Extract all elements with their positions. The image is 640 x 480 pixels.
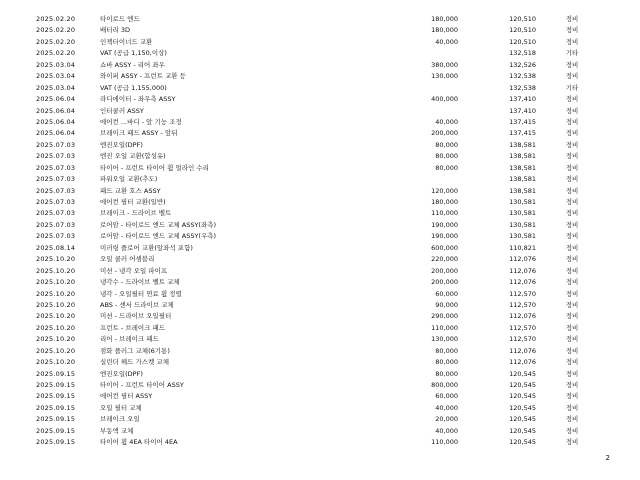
row-date: 2025.09.15 <box>36 403 76 412</box>
row-description: 라디에이터 - 좌우측 ASSY <box>100 95 176 104</box>
row-date: 2025.02.20 <box>36 49 76 58</box>
row-description: 패드 교환 호스 ASSY <box>100 186 161 195</box>
row-code: 138,581 <box>509 163 536 172</box>
row-date: 2025.03.04 <box>36 72 76 81</box>
row-amount: 40,000 <box>435 403 458 412</box>
row-code: 132,526 <box>509 60 536 69</box>
row-type: 정비 <box>565 117 579 126</box>
row-amount: 800,000 <box>431 381 458 389</box>
table-row <box>0 71 640 82</box>
row-description: VAT (공급 1,155,000) <box>100 83 167 92</box>
table-row <box>0 117 640 128</box>
row-description: 미션 - 냉각 오일 파이프 <box>100 266 168 275</box>
row-type: 정비 <box>565 95 579 104</box>
row-type: 정비 <box>565 346 579 355</box>
table-row <box>0 37 640 48</box>
row-description: 쇼바 ASSY - 리어 좌우 <box>100 60 165 69</box>
row-code: 120,545 <box>509 369 536 378</box>
row-code: 120,510 <box>509 37 536 46</box>
row-description: ABS - 센서 드라이브 교체 <box>100 300 174 309</box>
table-row <box>0 128 640 139</box>
row-type: 정비 <box>565 369 579 378</box>
row-date: 2025.06.04 <box>36 129 76 138</box>
row-code: 132,538 <box>509 83 536 92</box>
row-type: 정비 <box>565 140 579 149</box>
row-amount: 380,000 <box>431 60 458 69</box>
row-code: 120,545 <box>509 381 536 389</box>
row-code: 138,581 <box>509 152 536 161</box>
row-type: 정비 <box>565 106 579 115</box>
table-row <box>0 346 640 357</box>
row-amount: 60,000 <box>435 392 458 401</box>
row-description: 미러링 플로어 교환(앞좌석 포함) <box>100 243 193 252</box>
table-row <box>0 163 640 174</box>
table-row <box>0 48 640 59</box>
row-date: 2025.10.20 <box>36 289 76 298</box>
row-type: 정비 <box>565 312 579 321</box>
row-description: 로어암 - 타이로드 엔드 교체 ASSY(좌측) <box>100 220 217 229</box>
row-type: 정비 <box>565 37 579 46</box>
row-amount: 80,000 <box>435 346 458 355</box>
row-description: 리어 - 브레이크 패드 <box>100 335 159 344</box>
row-code: 112,076 <box>509 266 536 275</box>
row-description: 브레이크 패드 ASSY - 앞뒤 <box>100 129 178 138</box>
row-code: 120,510 <box>509 15 536 23</box>
row-description: 냉각 - 오일필터 연료 휠 정렬 <box>100 289 182 298</box>
row-date: 2025.09.15 <box>36 415 76 424</box>
row-type: 정비 <box>565 266 579 275</box>
row-description: 엔진 오일 교환(합성유) <box>100 152 166 161</box>
table-row <box>0 403 640 414</box>
row-type: 정비 <box>565 381 579 389</box>
row-type: 정비 <box>565 300 579 309</box>
row-type: 정비 <box>565 426 579 435</box>
row-date: 2025.10.20 <box>36 300 76 309</box>
row-type: 기타 <box>565 49 579 58</box>
table-row <box>0 266 640 277</box>
row-date: 2025.07.03 <box>36 198 76 206</box>
row-code: 112,076 <box>509 312 536 321</box>
row-type: 정비 <box>565 358 579 367</box>
row-code: 130,581 <box>509 209 536 218</box>
row-date: 2025.07.03 <box>36 163 76 172</box>
row-description: 점화 플러그 교체(6기통) <box>100 346 170 355</box>
row-type: 정비 <box>565 415 579 424</box>
row-description: 에어컨 필터 ASSY <box>100 392 153 401</box>
row-type: 정비 <box>565 26 579 35</box>
row-amount: 200,000 <box>431 278 458 287</box>
row-amount: 180,000 <box>431 15 458 23</box>
row-date: 2025.10.20 <box>36 358 76 367</box>
table-row <box>0 289 640 300</box>
row-date: 2025.02.20 <box>36 37 76 46</box>
row-date: 2025.07.03 <box>36 232 76 241</box>
row-type: 정비 <box>565 392 579 401</box>
row-date: 2025.09.15 <box>36 381 76 389</box>
row-amount: 130,000 <box>431 72 458 81</box>
table-row <box>0 197 640 208</box>
table-row <box>0 391 640 402</box>
row-code: 112,570 <box>509 289 536 298</box>
row-date: 2025.09.15 <box>36 438 76 447</box>
table-row <box>0 94 640 105</box>
table-row <box>0 300 640 311</box>
page-number: 2 <box>605 454 610 462</box>
row-code: 137,415 <box>509 129 536 138</box>
row-code: 112,076 <box>509 255 536 264</box>
row-type: 정비 <box>565 152 579 161</box>
row-description: 냉각수 - 드라이브 벨트 교체 <box>100 278 180 287</box>
row-date: 2025.10.20 <box>36 266 76 275</box>
row-amount: 80,000 <box>435 358 458 367</box>
row-code: 137,415 <box>509 117 536 126</box>
row-type: 정비 <box>565 60 579 69</box>
row-amount: 190,000 <box>431 220 458 229</box>
row-description: 인터쿨러 ASSY <box>100 106 144 115</box>
row-code: 132,518 <box>509 49 536 58</box>
row-code: 138,581 <box>509 175 536 184</box>
table-row <box>0 243 640 254</box>
row-amount: 110,000 <box>431 323 458 332</box>
row-type: 정비 <box>565 72 579 81</box>
row-amount: 80,000 <box>435 140 458 149</box>
row-date: 2025.07.03 <box>36 220 76 229</box>
row-description: 타이어 휠 4EA 타이어 4EA <box>100 438 178 447</box>
row-amount: 220,000 <box>431 255 458 264</box>
row-type: 정비 <box>565 198 579 206</box>
row-date: 2025.07.03 <box>36 140 76 149</box>
table-row <box>0 25 640 36</box>
table-row <box>0 186 640 197</box>
row-amount: 90,000 <box>435 300 458 309</box>
row-code: 112,570 <box>509 300 536 309</box>
row-description: 오일 쿨러 어셈블리 <box>100 255 155 264</box>
row-code: 132,538 <box>509 72 536 81</box>
row-code: 112,076 <box>509 358 536 367</box>
row-amount: 200,000 <box>431 266 458 275</box>
table-row <box>0 426 640 437</box>
row-description: 배터리 3D <box>100 26 131 35</box>
row-type: 정비 <box>565 278 579 287</box>
row-amount: 80,000 <box>435 163 458 172</box>
row-description: 로어암 - 타이로드 엔드 교체 ASSY(우측) <box>100 232 217 241</box>
row-amount: 20,000 <box>435 415 458 424</box>
table-row <box>0 380 640 391</box>
row-code: 112,570 <box>509 323 536 332</box>
row-amount: 40,000 <box>435 426 458 435</box>
row-description: 엔진오일(DPF) <box>100 140 143 149</box>
row-amount: 80,000 <box>435 369 458 378</box>
table-row <box>0 254 640 265</box>
row-description: 에어컨 ...바디 - 앞 기능 조정 <box>100 117 182 126</box>
row-code: 138,581 <box>509 186 536 195</box>
table-row <box>0 437 640 448</box>
row-date: 2025.07.03 <box>36 152 76 161</box>
row-code: 120,545 <box>509 415 536 424</box>
row-date: 2025.08.14 <box>36 243 76 252</box>
row-code: 120,545 <box>509 403 536 412</box>
row-type: 정비 <box>565 323 579 332</box>
row-date: 2025.09.15 <box>36 369 76 378</box>
row-description: 오일 필터 교체 <box>100 403 142 412</box>
row-type: 정비 <box>565 289 579 298</box>
row-type: 정비 <box>565 255 579 264</box>
row-description: 타이어 - 프런트 타이어 ASSY <box>100 381 184 389</box>
row-description: 타이로드 엔드 <box>100 15 140 23</box>
row-code: 138,581 <box>509 140 536 149</box>
table-row <box>0 334 640 345</box>
row-type: 정비 <box>565 403 579 412</box>
table-row <box>0 174 640 185</box>
row-type: 정비 <box>565 15 579 23</box>
row-date: 2025.09.15 <box>36 392 76 401</box>
row-amount: 120,000 <box>431 186 458 195</box>
row-code: 112,076 <box>509 278 536 287</box>
row-amount: 180,000 <box>431 198 458 206</box>
row-date: 2025.06.04 <box>36 106 76 115</box>
row-date: 2025.10.20 <box>36 255 76 264</box>
table-row <box>0 323 640 334</box>
row-type: 정비 <box>565 438 579 447</box>
row-date: 2025.10.20 <box>36 323 76 332</box>
row-code: 112,076 <box>509 346 536 355</box>
row-amount: 130,000 <box>431 335 458 344</box>
row-date: 2025.07.03 <box>36 186 76 195</box>
table-row <box>0 277 640 288</box>
row-description: 파워오일 교환(추도) <box>100 175 158 184</box>
table-row <box>0 106 640 117</box>
row-date: 2025.07.03 <box>36 175 76 184</box>
row-description: 브레이크 - 드라이브 벨트 <box>100 209 172 218</box>
row-description: 미션 - 드라이브 오일필터 <box>100 312 172 321</box>
row-amount: 80,000 <box>435 152 458 161</box>
table-row <box>0 60 640 71</box>
row-date: 2025.09.15 <box>36 426 76 435</box>
row-description: VAT (공급 1,150,이상) <box>100 49 167 58</box>
row-code: 130,581 <box>509 220 536 229</box>
row-type: 정비 <box>565 243 579 252</box>
row-description: 부동액 교체 <box>100 426 134 435</box>
row-date: 2025.02.20 <box>36 26 76 35</box>
row-code: 130,581 <box>509 232 536 241</box>
row-amount: 110,000 <box>431 209 458 218</box>
table-row <box>0 369 640 380</box>
row-date: 2025.03.04 <box>36 60 76 69</box>
row-code: 137,410 <box>509 106 536 115</box>
row-date: 2025.03.04 <box>36 83 76 92</box>
row-type: 정비 <box>565 232 579 241</box>
row-date: 2025.10.20 <box>36 312 76 321</box>
table-row <box>0 311 640 322</box>
row-code: 120,510 <box>509 26 536 35</box>
row-description: 타이어 - 프런트 타이어 휠 얼라인 수리 <box>100 163 209 172</box>
table-row <box>0 208 640 219</box>
row-amount: 290,000 <box>431 312 458 321</box>
row-description: 프런트 - 브레이크 패드 <box>100 323 166 332</box>
row-code: 130,581 <box>509 198 536 206</box>
row-type: 정비 <box>565 175 579 184</box>
row-type: 정비 <box>565 220 579 229</box>
row-amount: 190,000 <box>431 232 458 241</box>
table-row <box>0 231 640 242</box>
row-code: 110,821 <box>509 243 536 252</box>
row-type: 기타 <box>565 83 579 92</box>
table-row <box>0 151 640 162</box>
row-description: 와이퍼 ASSY - 프런트 교환 등 <box>100 72 186 81</box>
row-date: 2025.10.20 <box>36 278 76 287</box>
table-row <box>0 357 640 368</box>
row-date: 2025.06.04 <box>36 95 76 104</box>
row-date: 2025.06.04 <box>36 117 76 126</box>
record-table <box>0 14 640 449</box>
row-description: 실린더 헤드 가스켓 교체 <box>100 358 169 367</box>
row-amount: 40,000 <box>435 117 458 126</box>
row-date: 2025.02.20 <box>36 15 76 23</box>
table-row <box>0 140 640 151</box>
row-code: 137,410 <box>509 95 536 104</box>
row-code: 112,570 <box>509 335 536 344</box>
row-date: 2025.10.20 <box>36 335 76 344</box>
row-type: 정비 <box>565 335 579 344</box>
row-type: 정비 <box>565 163 579 172</box>
row-code: 120,545 <box>509 426 536 435</box>
row-type: 정비 <box>565 186 579 195</box>
row-amount: 180,000 <box>431 26 458 35</box>
row-amount: 110,000 <box>431 438 458 447</box>
row-amount: 600,000 <box>431 243 458 252</box>
row-amount: 400,000 <box>431 95 458 104</box>
row-description: 브레이크 오일 <box>100 415 140 424</box>
row-description: 엔진오일(DPF) <box>100 369 143 378</box>
row-amount: 60,000 <box>435 289 458 298</box>
table-row <box>0 14 640 25</box>
row-code: 120,545 <box>509 438 536 447</box>
row-type: 정비 <box>565 209 579 218</box>
row-code: 120,545 <box>509 392 536 401</box>
table-row <box>0 83 640 94</box>
row-type: 정비 <box>565 129 579 138</box>
row-date: 2025.07.03 <box>36 209 76 218</box>
table-row <box>0 414 640 425</box>
row-description: 에어컨 필터 교환(일반) <box>100 198 166 206</box>
row-amount: 40,000 <box>435 37 458 46</box>
table-row <box>0 220 640 231</box>
row-description: 인젝터이너드 교환 <box>100 37 153 46</box>
row-date: 2025.10.20 <box>36 346 76 355</box>
row-amount: 200,000 <box>431 129 458 138</box>
